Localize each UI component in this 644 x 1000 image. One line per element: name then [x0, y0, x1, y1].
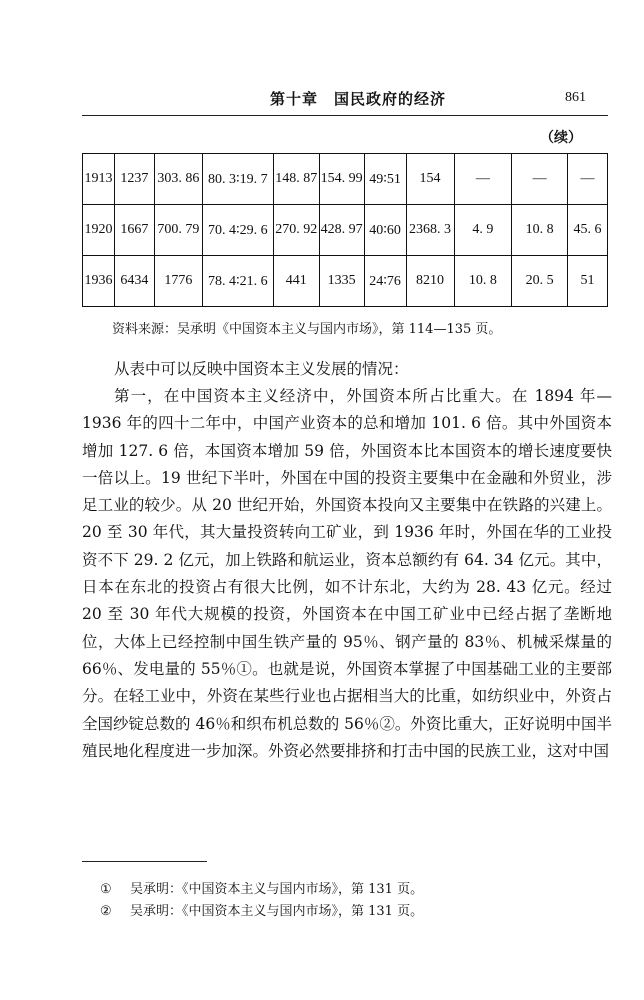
table-cell: 78. 4∶21. 6 — [202, 256, 273, 307]
footnote-1-text: 吴承明：《中国资本主义与国内市场》，第 131 页。 — [130, 882, 424, 897]
table-cell: 45. 6 — [568, 205, 608, 256]
table-cell: 4. 9 — [454, 205, 512, 256]
footnote-1 — [100, 878, 423, 897]
table-cell: 1237 — [114, 154, 154, 205]
table-cell: 1920 — [83, 205, 115, 256]
table-cell: — — [568, 154, 608, 205]
table-cell: 1335 — [319, 256, 364, 307]
table-cell: 1776 — [154, 256, 202, 307]
table-cell: 154. 99 — [319, 154, 364, 205]
table-cell: 1936 — [83, 256, 115, 307]
table-cell: 24∶76 — [364, 256, 406, 307]
table-cell: 700. 79 — [154, 205, 202, 256]
table-cell: 49∶51 — [364, 154, 406, 205]
table-cell: 2368. 3 — [406, 205, 454, 256]
table-cell: 148. 87 — [273, 154, 319, 205]
table-cell: 70. 4∶29. 6 — [202, 205, 273, 256]
table-cell: 80. 3∶19. 7 — [202, 154, 273, 205]
footnote-rule — [82, 861, 207, 862]
footnote-2-text: 吴承明：《中国资本主义与国内市场》，第 131 页。 — [130, 904, 424, 919]
table-cell: 40∶60 — [364, 205, 406, 256]
table-cell: 303. 86 — [154, 154, 202, 205]
data-table — [82, 153, 608, 307]
table-cell: 20. 5 — [512, 256, 568, 307]
table-cell: 1913 — [83, 154, 115, 205]
table-cell: 10. 8 — [512, 205, 568, 256]
table-source: 资料来源：吴承明《中国资本主义与国内市场》，第 114—135 页。 — [112, 322, 502, 337]
table-cell: 154 — [406, 154, 454, 205]
table-cell: — — [512, 154, 568, 205]
footnote-1-mark: ① — [100, 882, 112, 897]
table-cell: 441 — [273, 256, 319, 307]
table-cell: 270. 92 — [273, 205, 319, 256]
table-cell: 428. 97 — [319, 205, 364, 256]
table-cell: 10. 8 — [454, 256, 512, 307]
paragraph-intro: 从表中可以反映中国资本主义发展的情况： — [114, 360, 409, 378]
paragraph-first: 第一，在中国资本主义经济中，外国资本所占比重大。在 1894 年—1936 年的四十二年中，中国产业资本的总和增加 101. 6 倍。其中外国资本增加 127. 6 倍，本国资本增加 59 倍，外国资本比本国资本的增长速度要快一倍以上。19 世纪下半叶，外国在中国的投资主要集中在金融和外贸业，涉足工业的较少。从 20 世纪开始，外国资本投向又主要集中在铁路的兴建上。20 至 30 年代，其大量投资转向工矿业，到 1936 年时，外国在华的工业投资不下 29. 2 亿元，加上铁路和航运业，资本总额约有 64. 34 亿元。其中，日本在东北的投资占有很大比例，如不计东北，大约为 28. 43 亿元。经过 20 至 30 年代大规模的投资，外国资本在中国工矿业中已经占据了垄断地位，大体上已经控制中国生铁产量的 95％、钢产量的 83％、机械采煤量的 66％、发电量的 55％①。也就是说，外国资本掌握了中国基础工业的主要部分。在轻工业中，外资在某些行业也占据相当大的比重，如纺织业中，外资占全国纱锭总数的 46％和织布机总数的 56％②。外资比重大，正好说明中国半殖民地化程度进一步加深。外资必然要排挤和打击中国的民族工业，这对中国 — [82, 387, 612, 760]
table-row — [83, 154, 608, 205]
table-cell: 51 — [568, 256, 608, 307]
table-row — [83, 256, 608, 307]
footnote-2-mark: ② — [100, 904, 112, 919]
table-cell: — — [454, 154, 512, 205]
table-cell: 8210 — [406, 256, 454, 307]
header-rule — [82, 115, 608, 116]
table-cell: 6434 — [114, 256, 154, 307]
running-header-title: 第十章 国民政府的经济 — [270, 90, 447, 108]
page-number: 861 — [565, 90, 586, 105]
table-cell: 1667 — [114, 205, 154, 256]
continued-label: （续） — [540, 130, 582, 146]
table-row — [83, 205, 608, 256]
footnote-2 — [100, 900, 423, 919]
